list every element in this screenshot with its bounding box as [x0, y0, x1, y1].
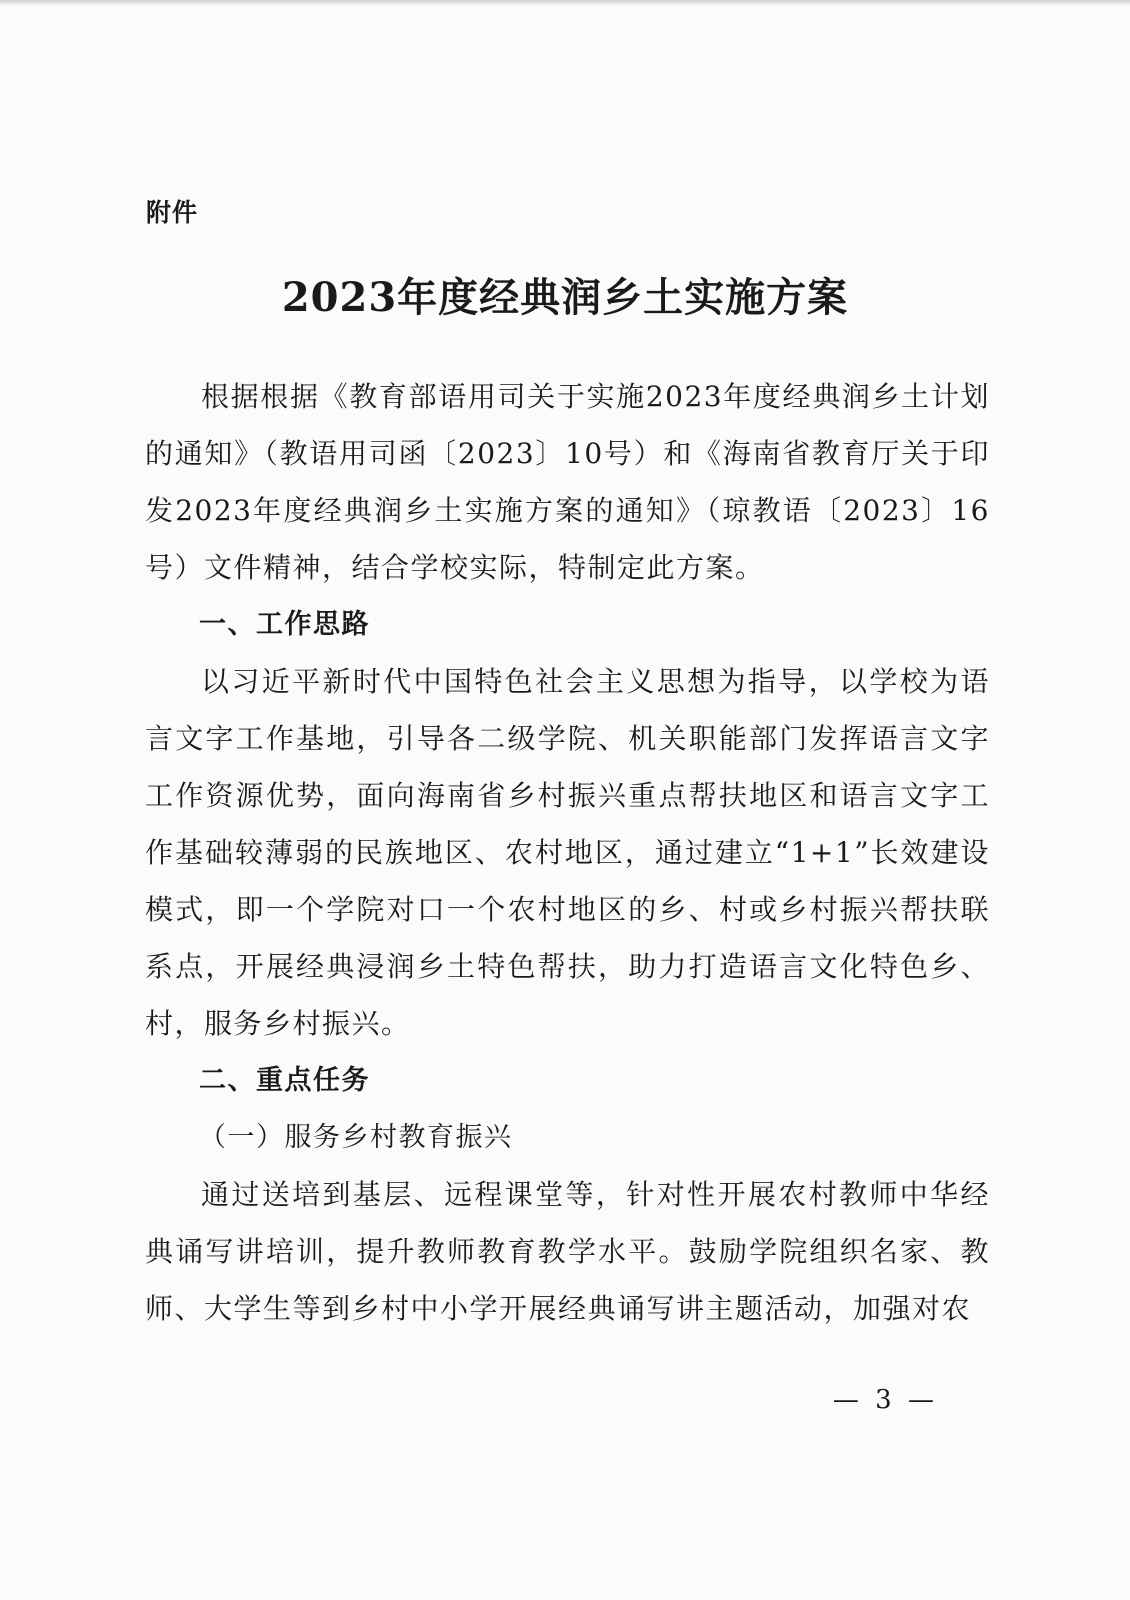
document-body [145, 368, 990, 1337]
work-ideas-paragraph: 以习近平新时代中国特色社会主义思想为指导，以学校为语言文字工作基地，引导各二级学院、机关职能部门发挥语言文字工作资源优势，面向海南省乡村振兴重点帮扶地区和语言文字工作基础较薄弱的民族地区、农村地区，通过建立“1+1”长效建设模式，即一个学院对口一个农村地区的乡、村或乡村振兴帮扶联系点，开展经典浸润乡土特色帮扶，助力打造语言文化特色乡、村，服务乡村振兴。 [145, 665, 990, 1040]
rural-education-paragraph: 通过送培到基层、远程课堂等，针对性开展农村教师中华经典诵写讲培训，提升教师教育教学水平。鼓励学院组织名家、教师、大学生等到乡村中小学开展经典诵写讲主题活动，加强对农 [145, 1178, 990, 1325]
scan-edge-shadow [0, 0, 1130, 6]
attachment-label: 附件 [146, 198, 199, 227]
section-heading-key-tasks: 二、重点任务 [199, 1065, 370, 1096]
intro-paragraph: 根据根据《教育部语用司关于实施2023年度经典润乡土计划的通知》（教语用司函〔2023〕10号）和《海南省教育厅关于印发2023年度经典润乡土实施方案的通知》（琼教语〔2023〕16号）文件精神，结合学校实际，特制定此方案。 [145, 380, 990, 584]
page-number: — 3 — [832, 1385, 938, 1415]
section-heading-work-ideas: 一、工作思路 [199, 609, 370, 640]
subsection-heading-rural-education: （一）服务乡村教育振兴 [199, 1122, 513, 1153]
document-title: 2023年度经典润乡土实施方案 [281, 274, 849, 321]
